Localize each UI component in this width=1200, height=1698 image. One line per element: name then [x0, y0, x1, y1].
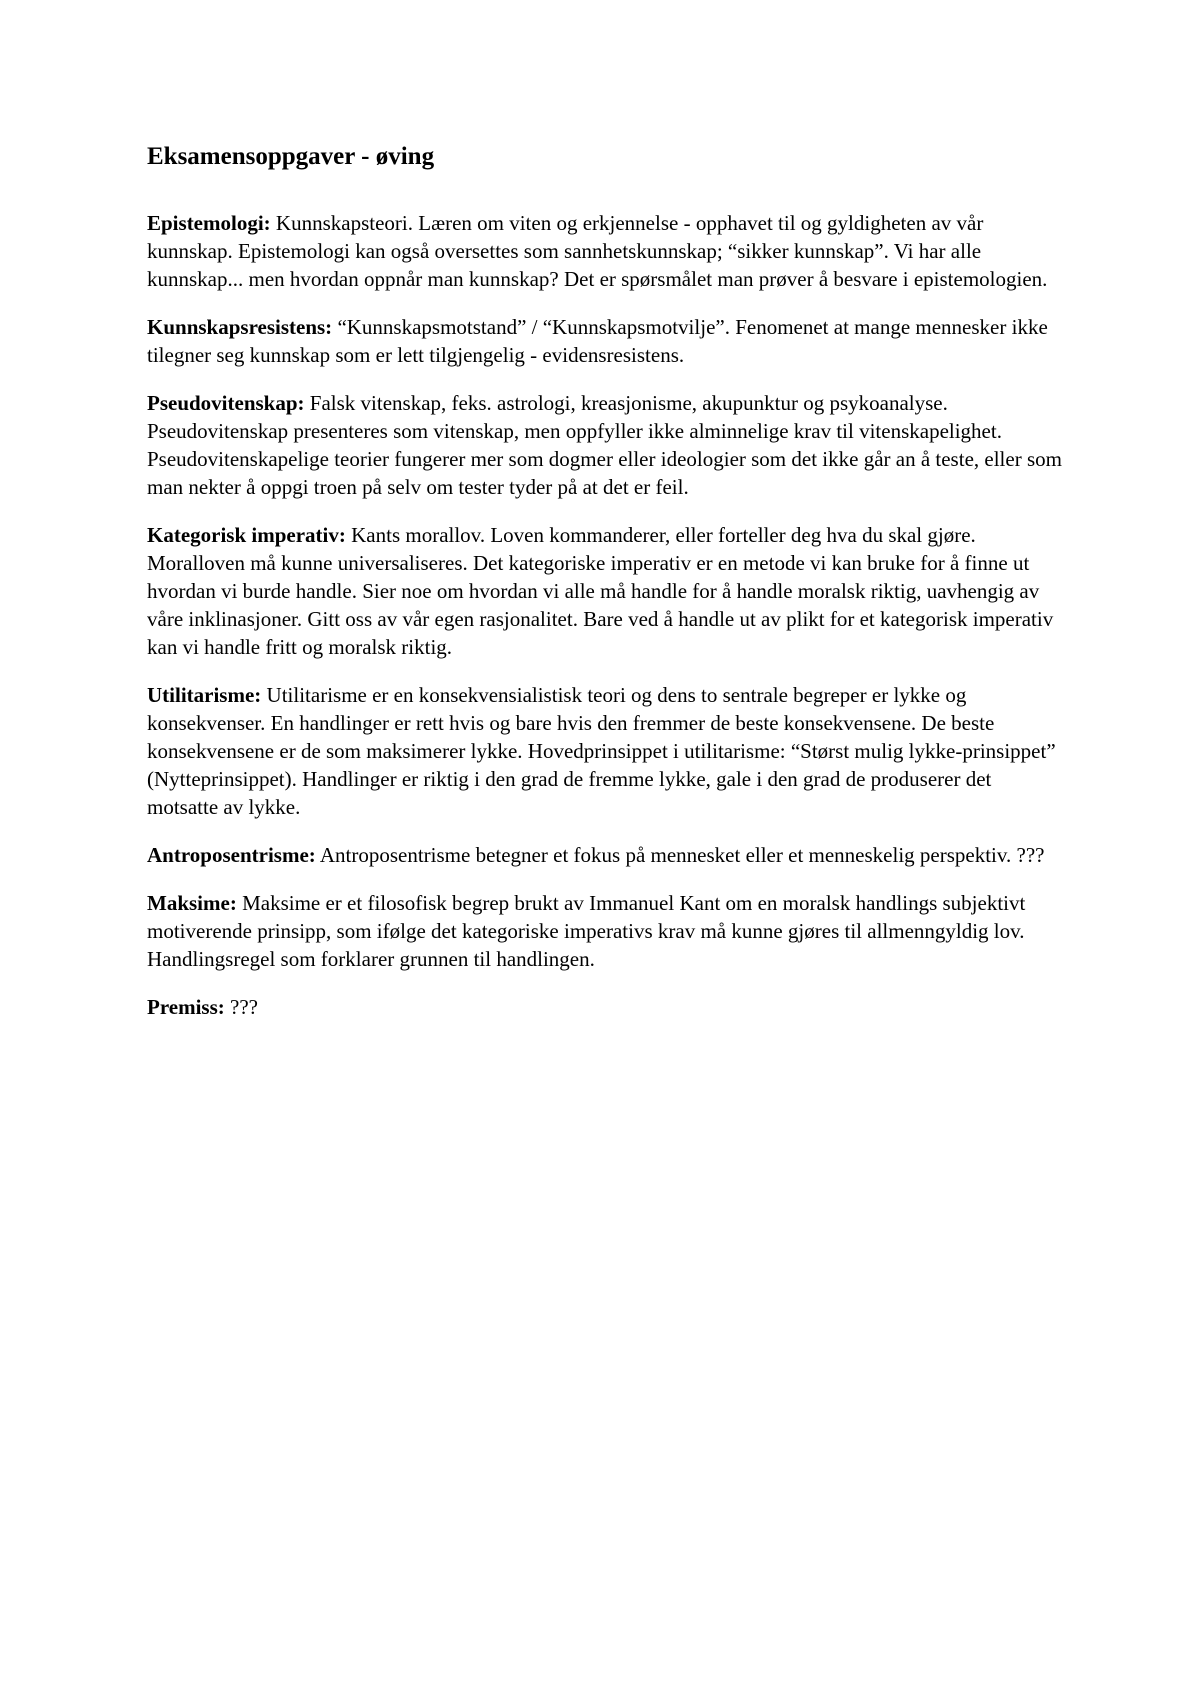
entry-definition: ??? — [230, 995, 258, 1019]
entry-kategorisk-imperativ — [147, 521, 1067, 661]
entry-definition: Antroposentrisme betegner et fokus på mennesket eller et menneskelig perspektiv. ??? — [319, 843, 1045, 867]
document-title: Eksamensoppgaver - øving — [147, 143, 435, 170]
entry-term: Utilitarisme: — [147, 683, 262, 707]
entry-utilitarisme — [147, 681, 1067, 821]
entry-term: Kategorisk imperativ: — [147, 523, 346, 547]
document-page — [147, 140, 1067, 1041]
entry-epistemologi — [147, 209, 1067, 293]
entry-definition: Falsk vitenskap, feks. astrologi, kreasjonisme, akupunktur og psykoanalyse. Pseudovitenskap presenteres som vitenskap, men oppfyller ikke alminnelige krav til vitenskapelighet. Pseudovitenskapelige teorier fungerer mer som dogmer eller ideologier som det ikke går an å teste, eller som man nekter å oppgi troen på selv om tester tyder på at det er feil. — [147, 391, 1062, 499]
entry-term: Antroposentrisme: — [147, 843, 316, 867]
entry-definition: Maksime er et filosofisk begrep brukt av Immanuel Kant om en moralsk handlings subjektivt motiverende prinsipp, som ifølge det kategoriske imperativs krav må kunne gjøres til allmenngyldig lov. Handlingsregel som forklarer grunnen til handlingen. — [147, 891, 1026, 971]
entry-definition: Kants morallov. Loven kommanderer, eller forteller deg hva du skal gjøre. Moralloven må kunne universaliseres. Det kategoriske imperativ er en metode vi kan bruke for å finne ut hvordan vi burde handle. Sier noe om hvordan vi alle må handle for å handle moralsk riktig, uavhengig av våre inklinasjoner. Gitt oss av vår egen rasjonalitet. Bare ved å handle ut av plikt for et kategorisk imperativ kan vi handle fritt og moralsk riktig. — [147, 523, 1054, 659]
entry-definition: Kunnskapsteori. Læren om viten og erkjennelse - opphavet til og gyldigheten av vår kunnskap. Epistemologi kan også oversettes som sannhetskunnskap; “sikker kunnskap”. Vi har alle kunnskap... men hvordan oppnår man kunnskap? Det er spørsmålet man prøver å besvare i epistemologien. — [147, 211, 1048, 291]
entry-maksime — [147, 889, 1067, 973]
entry-term: Kunnskapsresistens: — [147, 315, 333, 339]
entry-premiss — [147, 993, 1067, 1021]
entry-pseudovitenskap — [147, 389, 1067, 501]
entry-definition: Utilitarisme er en konsekvensialistisk teori og dens to sentrale begreper er lykke og konsekvenser. En handlinger er rett hvis og bare hvis den fremmer de beste konsekvensene. De beste konsekvensene er de som maksimerer lykke. Hovedprinsippet i utilitarisme: “Størst mulig lykke-prinsippet” (Nytteprinsippet). Handlinger er riktig i den grad de fremme lykke, gale i den grad de produserer det motsatte av lykke. — [147, 683, 1056, 819]
entry-antroposentrisme — [147, 841, 1067, 869]
entry-kunnskapsresistens — [147, 313, 1067, 369]
entry-term: Premiss: — [147, 995, 225, 1019]
entry-term: Epistemologi: — [147, 211, 271, 235]
entry-term: Maksime: — [147, 891, 237, 915]
entry-term: Pseudovitenskap: — [147, 391, 305, 415]
entry-definition: “Kunnskapsmotstand” / “Kunnskapsmotvilje”. Fenomenet at mange mennesker ikke tilegner seg kunnskap som er lett tilgjengelig - evidensresistens. — [147, 315, 1048, 367]
